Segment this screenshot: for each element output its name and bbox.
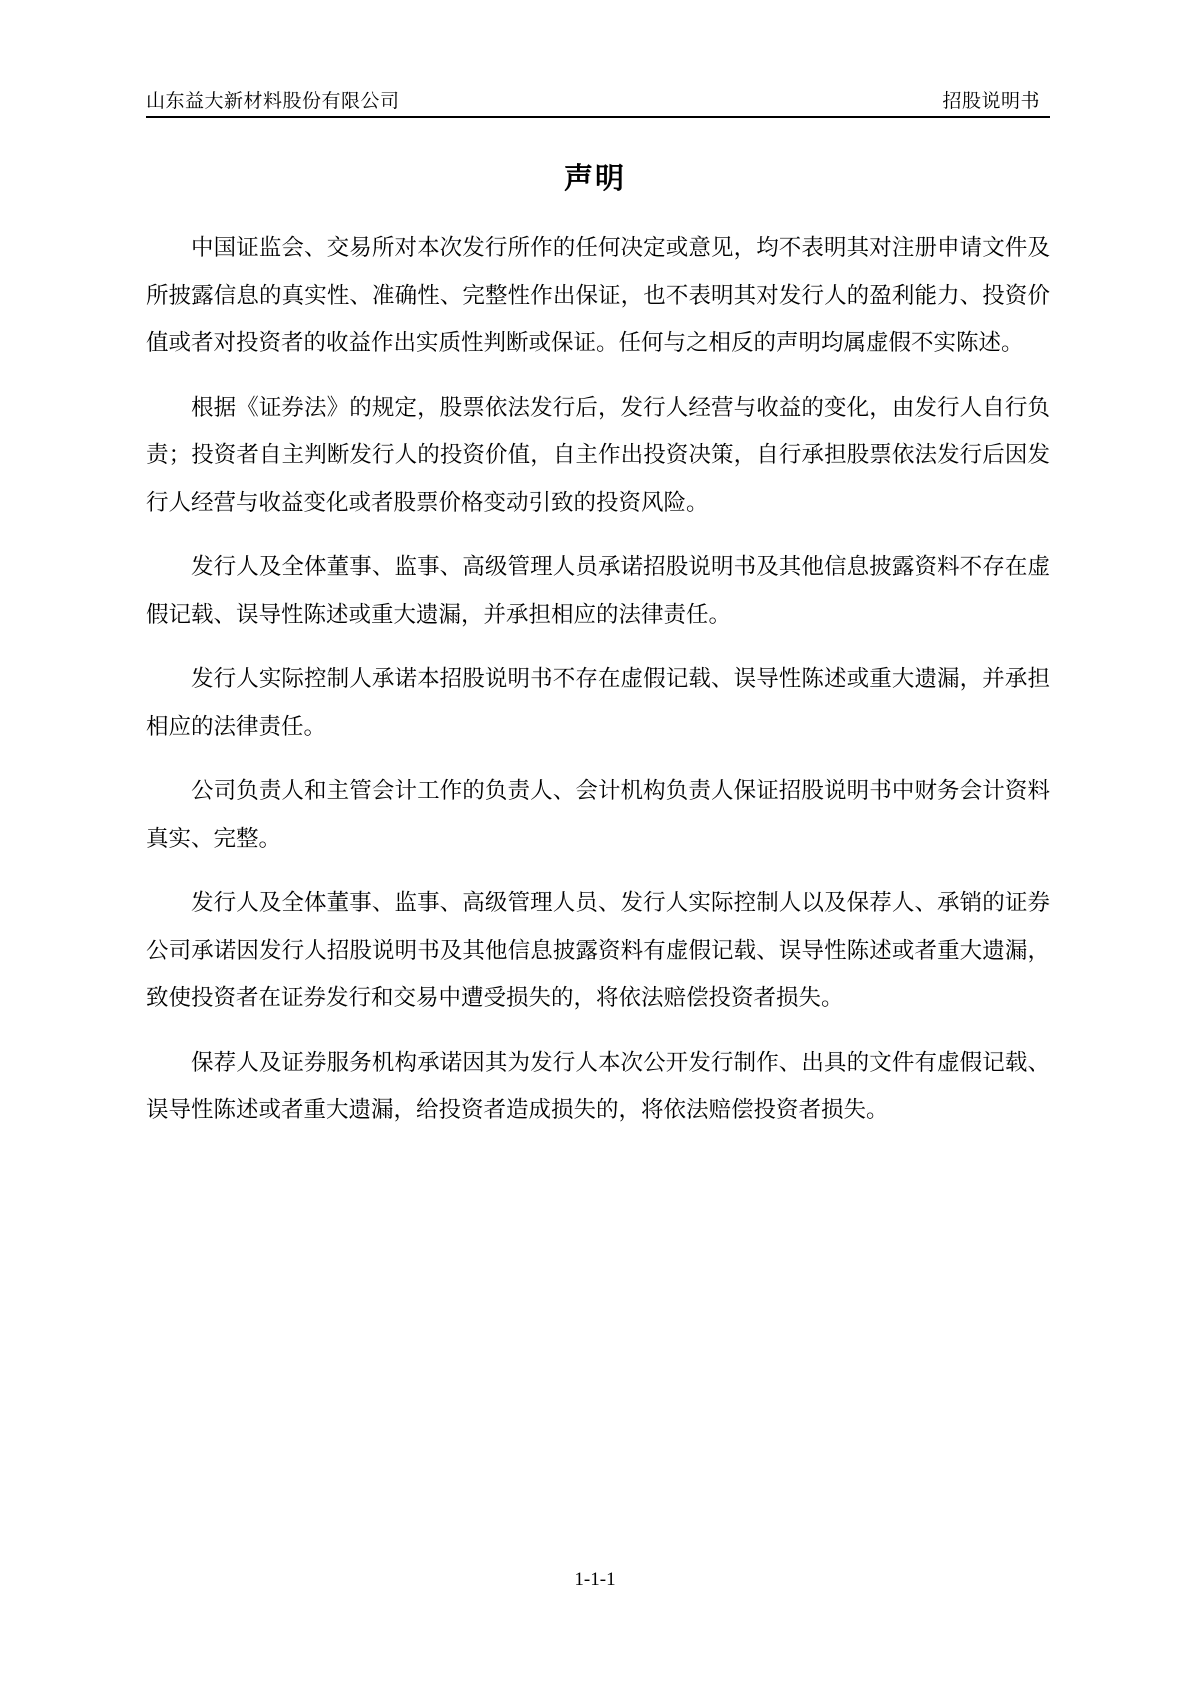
page-title: 声明 (563, 161, 626, 195)
header-company-name: 山东益大新材料股份有限公司 (146, 90, 400, 112)
statement-body (146, 225, 1050, 1152)
paragraph-compensation-commitment: 发行人及全体董事、监事、高级管理人员、发行人实际控制人以及保荐人、承销的证券公司承诺因发行人招股说明书及其他信息披露资料有虚假记载、误导性陈述或者重大遗漏，致使投资者在证券发行和交易中遭受损失的，将依法赔偿投资者损失。 (146, 890, 1050, 1011)
header-document-type: 招股说明书 (942, 90, 1040, 112)
paragraph-accounting-guarantee: 公司负责人和主管会计工作的负责人、会计机构负责人保证招股说明书中财务会计资料真实、完整。 (146, 778, 1050, 852)
paragraph-securities-law: 根据《证券法》的规定，股票依法发行后，发行人经营与收益的变化，由发行人自行负责；投资者自主判断发行人的投资价值，自主作出投资决策，自行承担股票依法发行后因发行人经营与收益变化或者股票价格变动引致的投资风险。 (146, 394, 1050, 516)
paragraph-sponsor-commitment: 保荐人及证券服务机构承诺因其为发行人本次公开发行制作、出具的文件有虚假记载、误导性陈述或者重大遗漏，给投资者造成损失的，将依法赔偿投资者损失。 (146, 1049, 1050, 1123)
page-header (146, 80, 1050, 118)
paragraph-controller-commitment: 发行人实际控制人承诺本招股说明书不存在虚假记载、误导性陈述或重大遗漏，并承担相应的法律责任。 (146, 666, 1050, 740)
paragraph-board-commitment: 发行人及全体董事、监事、高级管理人员承诺招股说明书及其他信息披露资料不存在虚假记载、误导性陈述或重大遗漏，并承担相应的法律责任。 (146, 554, 1050, 628)
paragraph-regulator-disclaimer: 中国证监会、交易所对本次发行所作的任何决定或意见，均不表明其对注册申请文件及所披露信息的真实性、准确性、完整性作出保证，也不表明其对发行人的盈利能力、投资价值或者对投资者的收益作出实质性判断或保证。任何与之相反的声明均属虚假不实陈述。 (146, 235, 1050, 356)
page-number: 1-1-1 (574, 1569, 616, 1590)
